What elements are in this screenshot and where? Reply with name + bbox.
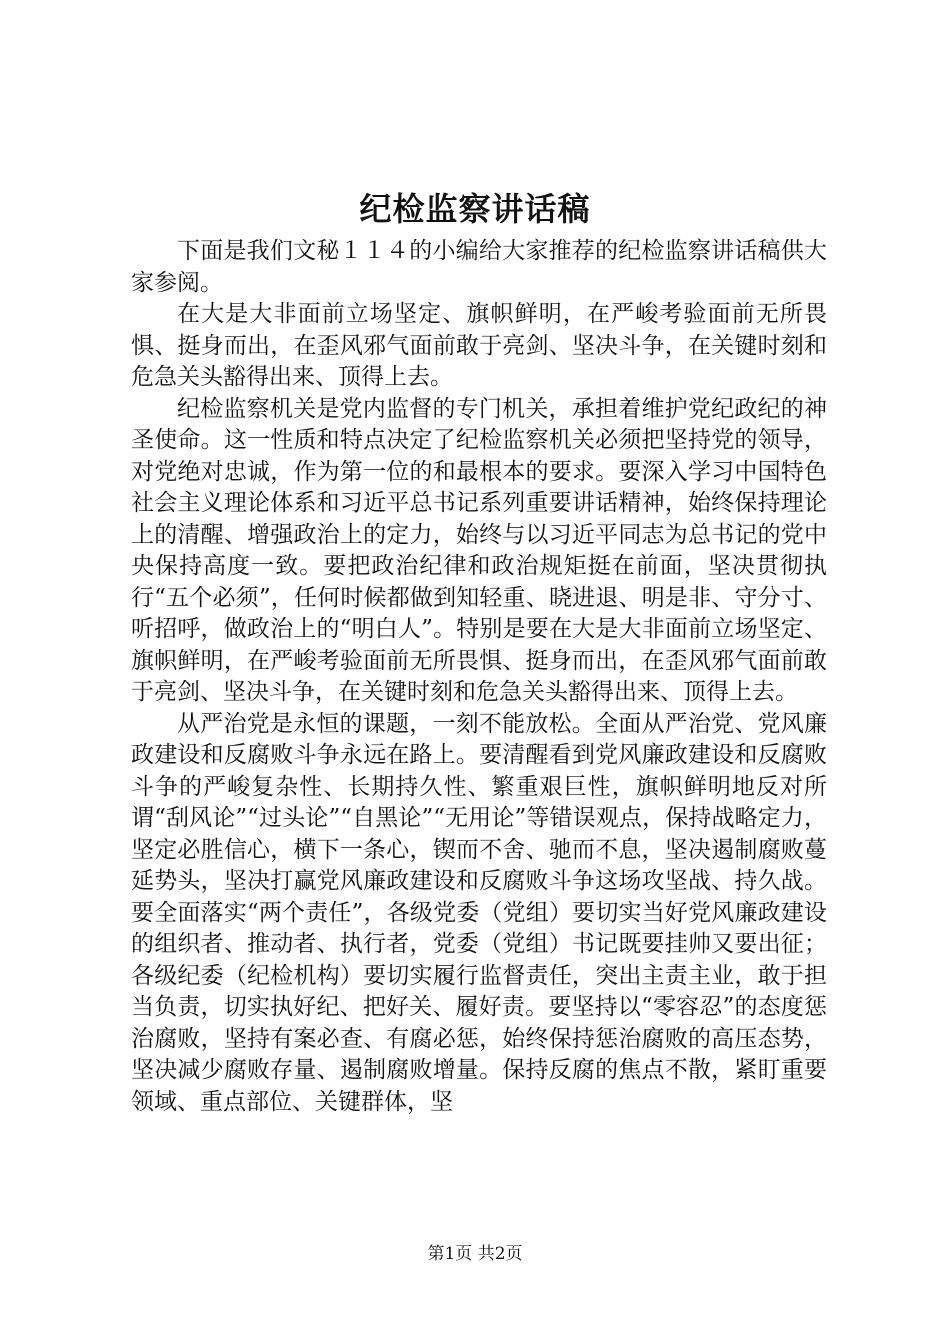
- paragraph-strict-governance: 从严治党是永恒的课题，一刻不能放松。全面从严治党、党风廉政建设和反腐败斗争永远在路上。要清醒看到党风廉政建设和反腐败斗争的严峻复杂性、长期持久性、繁重艰巨性，旗帜鲜明地反对所谓“刮风论”“过头论”“自黑论”“无用论”等错误观点，保持战略定力，坚定必胜信心，横下一条心，锲而不舍、驰而不息，坚决遏制腐败蔓延势头，坚决打赢党风廉政建设和反腐败斗争这场攻坚战、持久战。要全面落实“两个责任”，各级党委（党组）要切实当好党风廉政建设的组织者、推动者、执行者，党委（党组）书记既要挂帅又要出征；各级纪委（纪检机构）要切实履行监督责任，突出主责主业，敢于担当负责，切实执好纪、把好关、履好责。要坚持以“零容忍”的态度惩治腐败，坚持有案必查、有腐必惩，始终保持惩治腐败的高压态势，坚决减少腐败存量、遏制腐败增量。保持反腐的焦点不散，紧盯重要领域、重点部位、关键群体，坚: [131, 710, 827, 1115]
- paragraph-intro: 下面是我们文秘１１４的小编给大家推荐的纪检监察讲话稿供大家参阅。: [131, 238, 827, 296]
- page-footer: 第1页 共2页: [427, 1244, 523, 1264]
- document-title: 纪检监察讲话稿: [359, 190, 591, 228]
- document-body: [131, 236, 827, 1118]
- paragraph-supervision: 纪检监察机关是党内监督的专门机关，承担着维护党纪政纪的神圣使命。这一性质和特点决定了纪检监察机关必须把坚持党的领导，对党绝对忠诚，作为第一位的和最根本的要求。要深入学习中国特色社会主义理论体系和习近平总书记系列重要讲话精神，始终保持理论上的清醒、增强政治上的定力，始终与以习近平同志为总书记的党中央保持高度一致。要把政治纪律和政治规矩挺在前面，坚决贯彻执行“五个必须”，任何时候都做到知轻重、晓进退、明是非、守分寸、听招呼，做政治上的“明白人”。特别是要在大是大非面前立场坚定、旗帜鲜明，在严峻考验面前无所畏惧、挺身而出，在歪风邪气面前敢于亮剑、坚决斗争，在关键时刻和危急关头豁得出来、顶得上去。: [131, 395, 827, 705]
- paragraph-stance: 在大是大非面前立场坚定、旗帜鲜明，在严峻考验面前无所畏惧、挺身而出，在歪风邪气面前敢于亮剑、坚决斗争，在关键时刻和危急关头豁得出来、顶得上去。: [131, 301, 827, 390]
